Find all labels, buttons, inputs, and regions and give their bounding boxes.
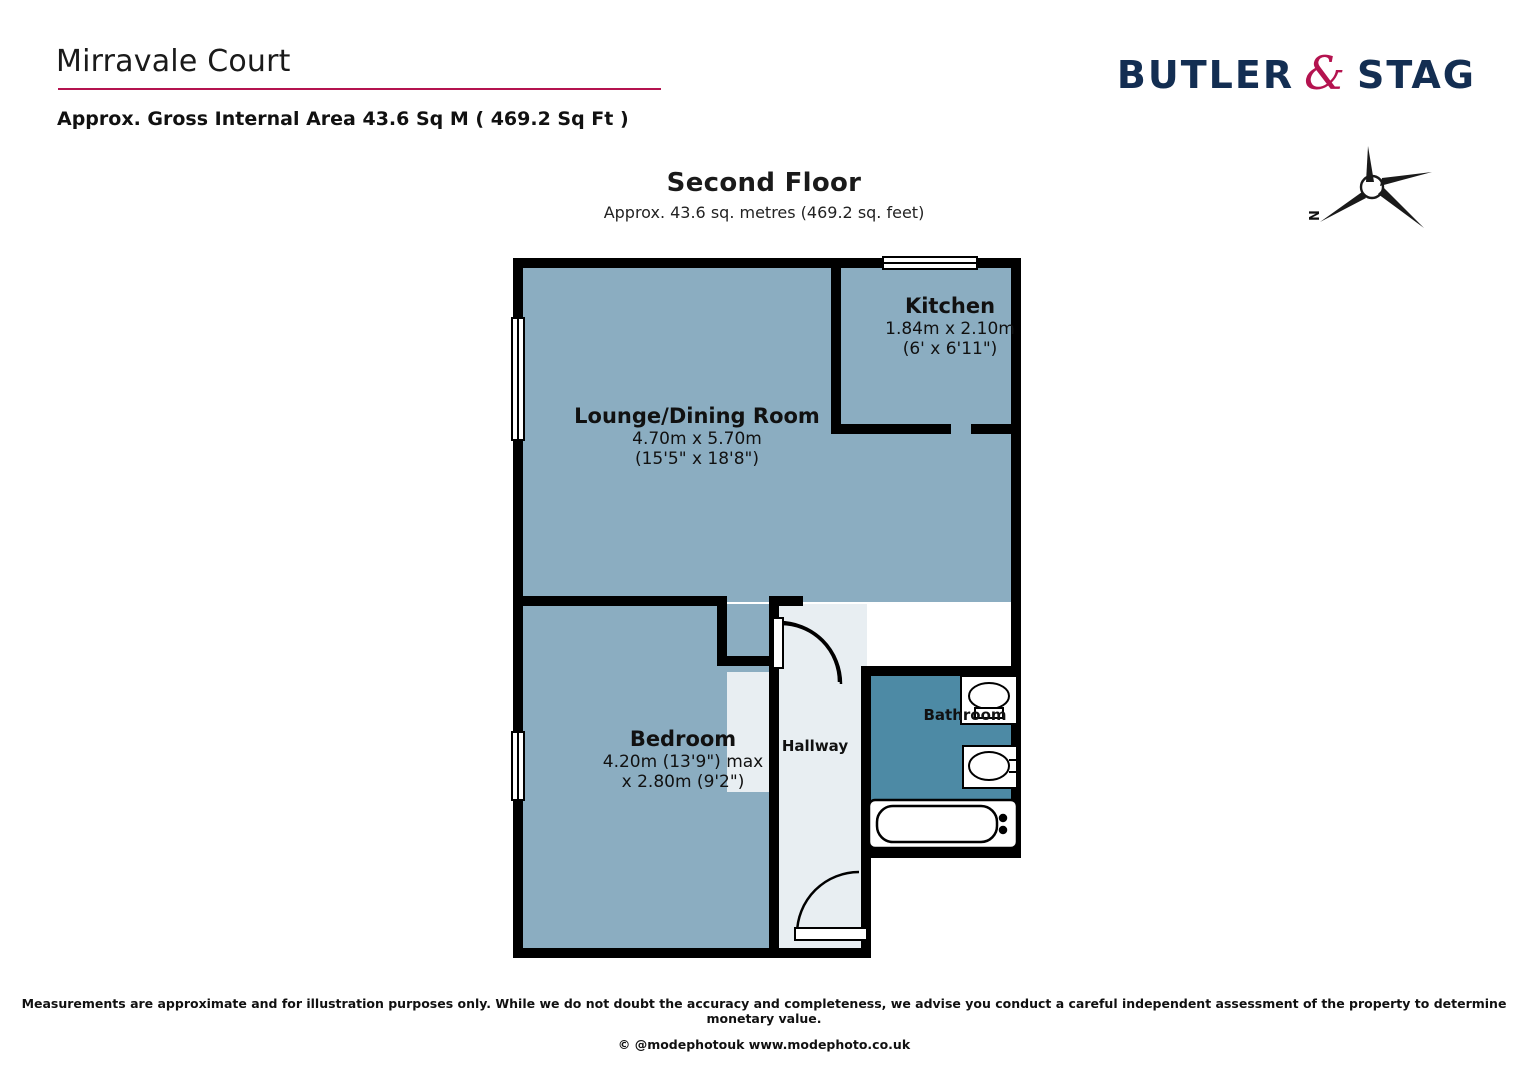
- window-bedroom-left: [512, 732, 524, 800]
- floor-area: Approx. 43.6 sq. metres (469.2 sq. feet): [603, 203, 925, 222]
- logo-word-butler: BUTLER: [1116, 53, 1295, 97]
- room-name-bathroom: Bathroom: [923, 706, 1007, 724]
- logo-ampersand-icon: &: [1304, 46, 1348, 100]
- room-label-kitchen: [835, 294, 1065, 359]
- window-kitchen-top: [883, 257, 977, 269]
- disclaimer-text: Measurements are approximate and for illustration purposes only. While we do not doubt the accuracy and completeness, we advise you conduct a careful independent assessment of the property to determine monetary value.: [21, 996, 1507, 1026]
- room-label-bathroom: [875, 707, 1055, 725]
- room-dim-metric-bedroom: 4.20m (13'9") max: [602, 751, 764, 772]
- room-name-bedroom: Bedroom: [629, 727, 737, 751]
- window-lounge-left: [512, 318, 524, 440]
- room-label-bedroom: [543, 727, 823, 792]
- compass-north-label: N: [1307, 210, 1323, 221]
- copyright-text: © @modephotouk www.modephoto.co.uk: [617, 1037, 911, 1052]
- footer: [0, 996, 1528, 1052]
- logo-word-stag: STAG: [1357, 53, 1476, 97]
- fixture-sink: [963, 746, 1017, 788]
- fixture-bathtub: [869, 800, 1017, 848]
- page-title: Mirravale Court: [56, 44, 291, 79]
- floor-plan-svg: [505, 252, 1045, 972]
- room-dim-metric-kitchen: 1.84m x 2.10m: [885, 318, 1015, 339]
- floor-heading: [0, 168, 1528, 222]
- room-name-kitchen: Kitchen: [904, 294, 996, 318]
- room-label-hallway: [755, 738, 875, 756]
- room-dim-imperial-bedroom: x 2.80m (9'2"): [621, 771, 745, 792]
- brand-logo: [1116, 46, 1476, 100]
- title-divider: [58, 88, 661, 90]
- floor-plan: [505, 252, 1045, 972]
- room-label-lounge: [567, 404, 827, 469]
- room-dim-metric-lounge: 4.70m x 5.70m: [632, 428, 762, 449]
- gross-area-subtitle: Approx. Gross Internal Area 43.6 Sq M ( 469.2 Sq Ft ): [57, 108, 629, 130]
- floor-name: Second Floor: [666, 168, 862, 198]
- room-name-lounge: Lounge/Dining Room: [574, 404, 820, 428]
- room-dim-imperial-kitchen: (6' x 6'11"): [902, 338, 998, 359]
- room-name-hallway: Hallway: [781, 737, 849, 755]
- room-dim-imperial-lounge: (15'5" x 18'8"): [634, 448, 759, 469]
